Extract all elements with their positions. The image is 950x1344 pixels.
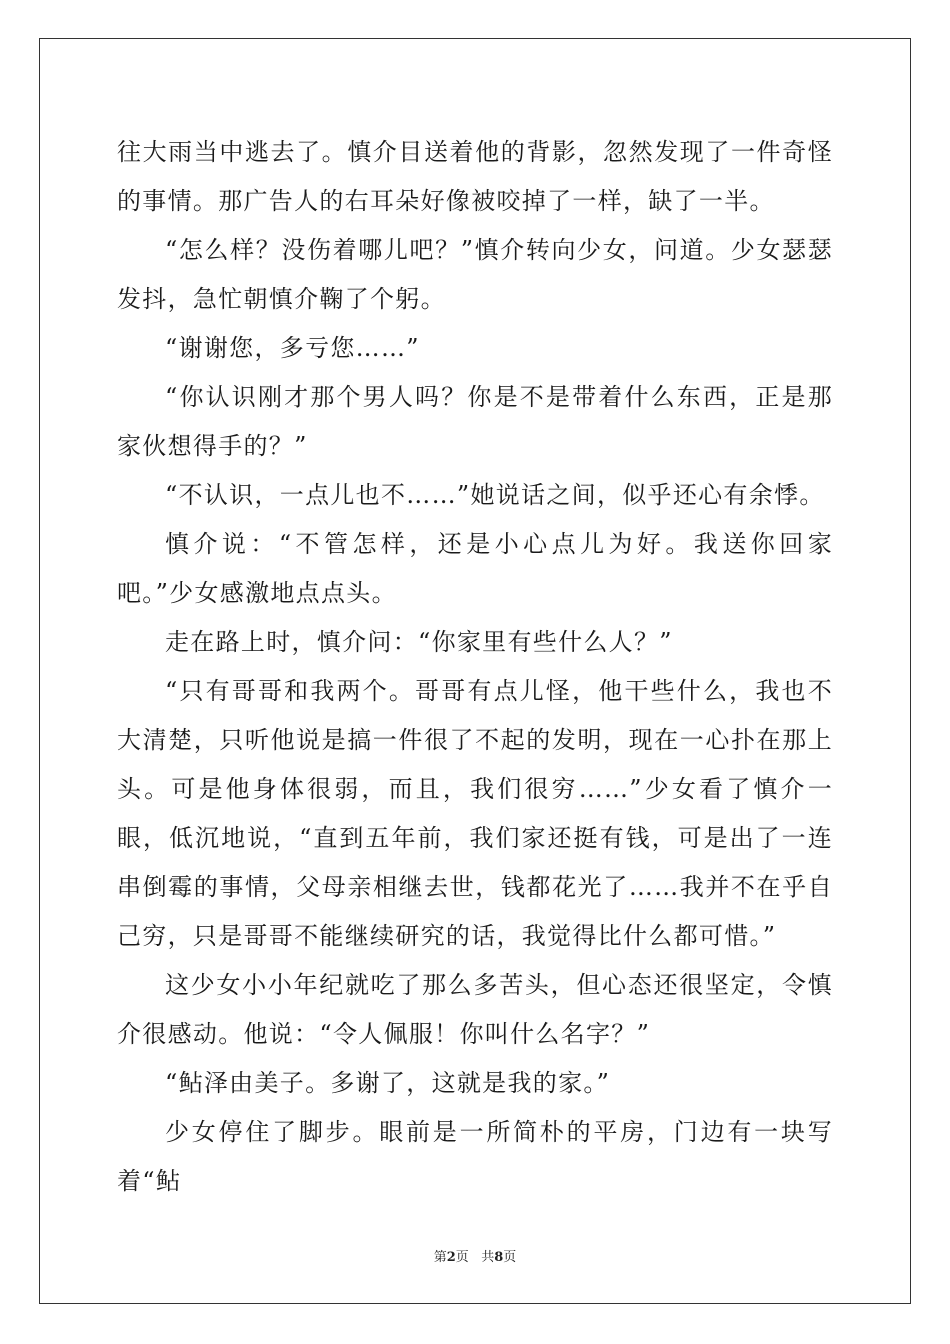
paragraph-1: 往大雨当中逃去了。慎介目送着他的背影，忽然发现了一件奇怪的事情。那广告人的右耳朵好像被咬掉了一样，缺了一半。 <box>117 138 833 215</box>
paragraph-7: 走在路上时，慎介问：“你家里有些什么人？” <box>165 628 673 656</box>
page-suffix: 页 <box>455 1250 469 1265</box>
paragraph-2: “怎么样？没伤着哪儿吧？”慎介转向少女，问道。少女瑟瑟发抖，急忙朝慎介鞠了个躬。 <box>117 236 833 313</box>
paragraph-10: “鲇泽由美子。多谢了，这就是我的家。” <box>165 1069 611 1097</box>
paragraph-3: “谢谢您，多亏您……” <box>165 334 420 362</box>
paragraph-8: “只有哥哥和我两个。哥哥有点儿怪，他干些什么，我也不大清楚，只听他说是搞一件很了不起的发明，现在一心扑在那上头。可是他身体很弱，而且，我们很穷……”少女看了慎介一眼，低沉地说，“直到五年前，我们家还挺有钱，可是出了一连串倒霉的事情，父母亲相继去世，钱都花光了……我并不在乎自己穷，只是哥哥不能继续研究的话，我觉得比什么都可惜。” <box>117 677 833 950</box>
paragraph-6: 慎介说：“不管怎样，还是小心点儿为好。我送你回家吧。”少女感激地点点头。 <box>117 530 833 607</box>
paragraph-5: “不认识，一点儿也不……”她说话之间，似乎还心有余悸。 <box>165 481 825 509</box>
page-current: 2 <box>446 1250 456 1265</box>
total-suffix: 页 <box>503 1250 517 1265</box>
paragraph-4: “你认识刚才那个男人吗？你是不是带着什么东西，正是那家伙想得手的？” <box>117 383 833 460</box>
page-total: 8 <box>494 1250 504 1265</box>
page-footer <box>0 1246 950 1265</box>
document-body <box>117 128 833 1206</box>
total-prefix: 共 <box>481 1250 495 1265</box>
paragraph-11: 少女停住了脚步。眼前是一所简朴的平房，门边有一块写着“鲇 <box>117 1118 833 1195</box>
paragraph-9: 这少女小小年纪就吃了那么多苦头，但心态还很坚定，令慎介很感动。他说：“令人佩服！你叫什么名字？” <box>117 971 833 1048</box>
page-prefix: 第 <box>433 1250 447 1265</box>
